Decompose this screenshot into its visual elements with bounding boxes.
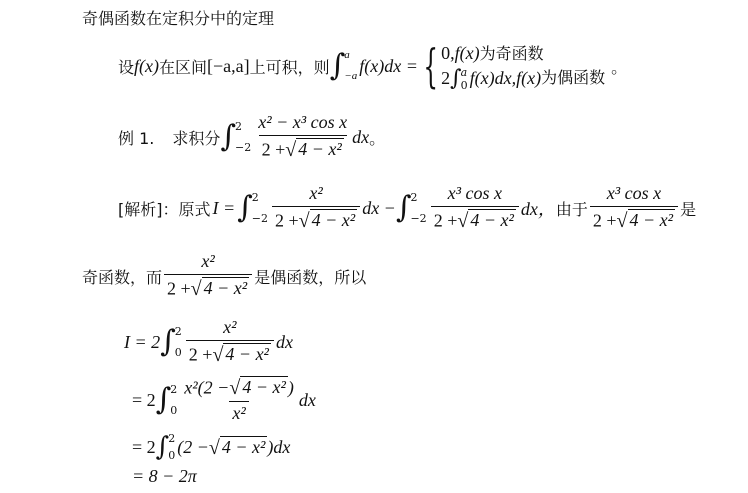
upper-limit: 2 <box>410 191 418 204</box>
lower-limit: 0 <box>460 78 468 92</box>
denominator-root: 4 − x² <box>225 344 269 365</box>
case-even-coef: 2 <box>441 68 451 88</box>
lower-limit: −2 <box>251 212 268 225</box>
upper-limit: 2 <box>170 383 178 396</box>
derivation-step-1: I = 2 ∫ 2 0 x² 2 + √ 4 − x² dx <box>124 317 293 366</box>
case-odd-value: 0, <box>441 42 455 63</box>
step-dx: dx <box>298 389 316 410</box>
theorem-interval-text: 在区间 <box>159 57 208 77</box>
parity-even-text: 是偶函数，所以 <box>254 267 367 287</box>
cases-brace: { <box>423 39 438 93</box>
upper-limit: 2 <box>235 120 243 133</box>
case-even-integrand: f(x)dx, <box>469 68 517 88</box>
solution-line: [解析]：原式 I = ∫ 2 −2 x² 2 + √ 4 − x² dx − ∫ 2 −2 x³ cos x 2 + √ 4 − x² dx， 由于 x³ cos x 2 + √ 4 − x² 是 <box>118 183 697 232</box>
lower-limit: 0 <box>170 404 178 417</box>
lower-limit: 0 <box>168 449 176 462</box>
case-odd-text: 为奇函数 <box>479 43 544 63</box>
upper-limit: 2 <box>174 325 182 338</box>
theorem-integral: ∫ a −a <box>329 48 358 83</box>
section-heading: 奇偶函数在定积分中的定理 <box>82 9 275 28</box>
fraction-numerator: x² <box>201 251 215 272</box>
theorem-interval: [−a,a] <box>207 55 250 76</box>
solution-I: I = <box>212 197 236 218</box>
fraction-denominator: x² <box>229 401 248 424</box>
denominator-root: 4 − x² <box>629 210 674 231</box>
theorem-integrable-text: 上可积，则 <box>249 57 330 77</box>
step-lhs: = 2 <box>132 436 156 457</box>
fraction-numerator: x³ cos x <box>447 183 502 204</box>
denominator-const: 2 + <box>188 344 213 365</box>
derivation-step-3: = 2 ∫ 2 0 (2 − √ 4 − x² )dx <box>132 432 291 462</box>
numerator-root: 4 − x² <box>242 377 286 398</box>
lower-limit: 0 <box>174 346 182 359</box>
example-dx: dx <box>352 126 370 147</box>
fraction-numerator: x² − x³ cos x <box>258 112 348 133</box>
parity-fraction: x² 2 + √ 4 − x² <box>164 252 252 299</box>
case-odd <box>441 41 605 66</box>
solution-dx-comma: dx， <box>520 199 556 219</box>
numerator-suffix: ) <box>287 378 294 399</box>
case-even-text: 为偶函数 <box>541 68 606 88</box>
denominator-root: 4 − x² <box>298 139 342 160</box>
upper-limit: a <box>344 49 350 61</box>
upper-limit: 2 <box>168 432 176 445</box>
lower-limit: −2 <box>410 212 427 225</box>
denominator-const: 2 + <box>592 210 617 231</box>
step-root: 4 − x² <box>221 437 266 458</box>
example-fraction: x² − x³ cos x 2 + √ 4 − x² <box>255 113 350 160</box>
lower-limit: −a <box>344 70 358 82</box>
upper-limit: a <box>460 65 468 79</box>
step-lhs: I = 2 <box>124 331 161 352</box>
solution-label: [解析]：原式 <box>118 199 211 219</box>
denominator-const: 2 + <box>167 278 191 299</box>
step-dx: dx <box>275 331 293 352</box>
fraction-numerator: x³ cos x <box>606 183 662 204</box>
theorem-statement <box>118 38 627 94</box>
example-end: 。 <box>369 128 386 148</box>
derivation-step-4: = 8 − 2π <box>132 466 197 486</box>
step-fraction: x²(2 − √ 4 − x² ) x² <box>184 377 294 423</box>
case-even-function: f(x) <box>516 68 542 88</box>
theorem-function: f(x) <box>134 55 159 76</box>
lower-limit: −2 <box>235 141 252 154</box>
upper-limit: 2 <box>251 191 259 204</box>
solution-fraction-2: x³ cos x 2 + √ 4 − x² <box>431 184 519 231</box>
solution-fraction-3: x³ cos x 2 + √ 4 − x² <box>590 184 678 231</box>
parity-odd-text: 奇函数，而 <box>82 267 163 287</box>
theorem-lead: 设 <box>118 57 135 77</box>
example-1: 例 1. 求积分 ∫ 2 −2 x² − x³ cos x 2 + √ 4 − x² dx 。 <box>118 112 386 161</box>
denominator-const: 2 + <box>261 139 286 160</box>
solution-dx-minus: dx − <box>362 197 396 218</box>
fraction-numerator: x² <box>309 183 323 204</box>
step-prefix: (2 − <box>177 436 209 457</box>
theorem-end: 。 <box>611 57 628 77</box>
derivation-step-2: = 2 ∫ 2 0 x²(2 − √ 4 − x² ) x² dx <box>132 377 316 423</box>
solution-since: 由于 <box>555 199 588 219</box>
numerator-prefix: x²(2 − <box>184 378 230 399</box>
example-prompt: 求积分 <box>172 128 221 148</box>
step-fraction: x² 2 + √ 4 − x² <box>186 318 274 365</box>
fraction-numerator: x² <box>223 317 237 338</box>
solution-fraction-1: x² 2 + √ 4 − x² <box>272 184 360 231</box>
theorem-integrand: f(x)dx = <box>359 55 418 76</box>
step-suffix: )dx <box>267 436 291 457</box>
step-lhs: = 2 <box>132 389 156 410</box>
denominator-const: 2 + <box>433 210 458 231</box>
case-odd-function: f(x) <box>454 42 480 63</box>
solution-is: 是 <box>680 199 697 219</box>
theorem-cases <box>441 41 605 91</box>
parity-line <box>82 250 366 302</box>
example-label: 例 1. <box>118 128 155 148</box>
denominator-root: 4 − x² <box>203 278 248 299</box>
denominator-root: 4 − x² <box>470 210 514 231</box>
denominator-root: 4 − x² <box>311 210 356 231</box>
denominator-const: 2 + <box>275 210 299 231</box>
case-even: 2 ∫ a 0 f(x)dx, f(x) 为偶函数 <box>441 65 606 92</box>
